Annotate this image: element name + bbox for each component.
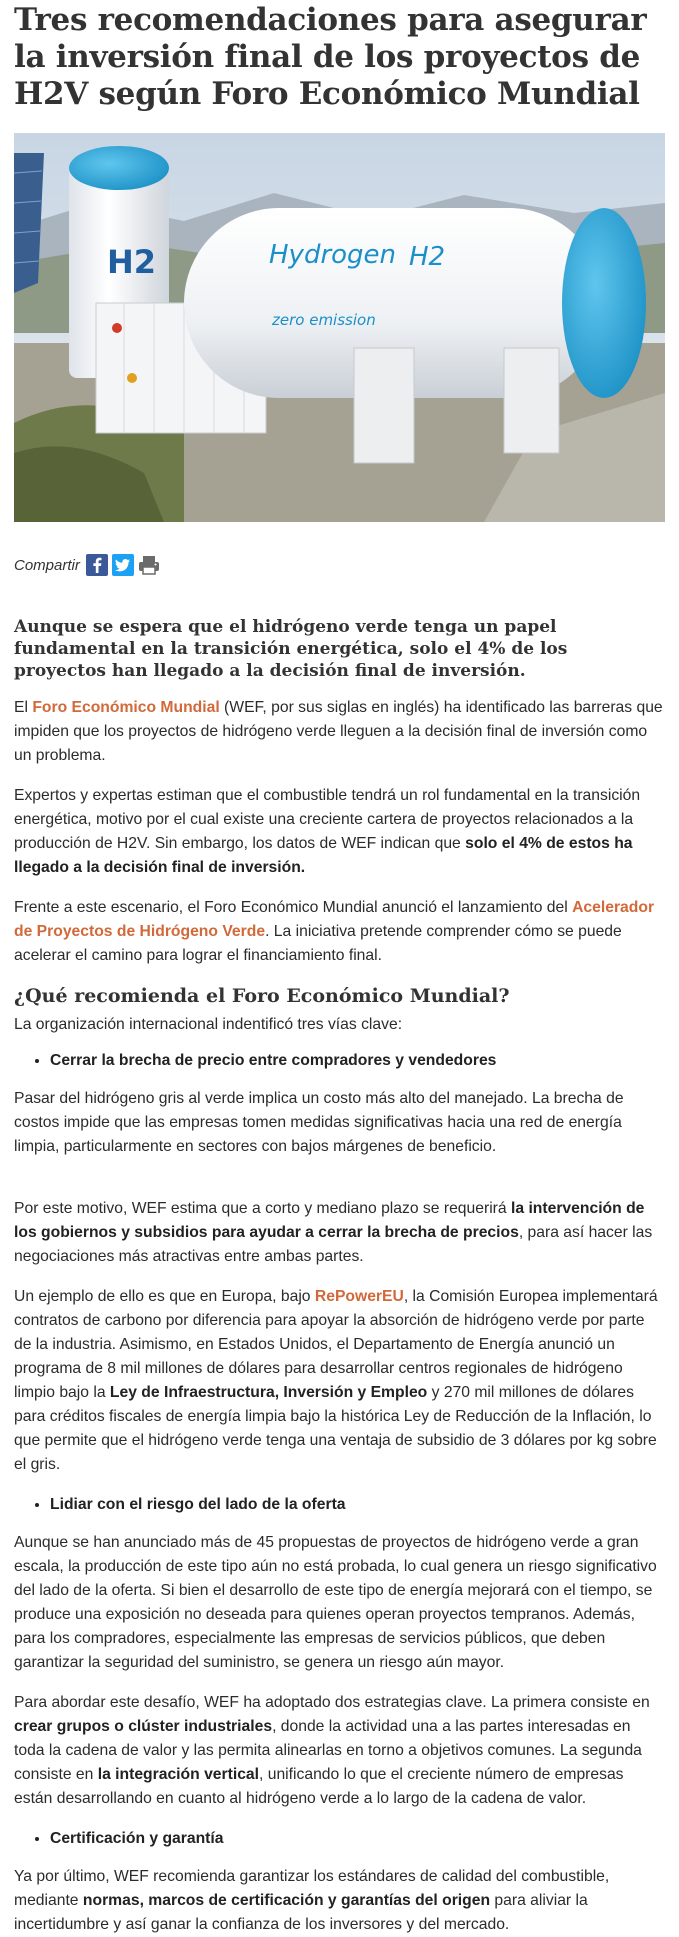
hero-image bbox=[14, 133, 665, 522]
bullet-list-2 bbox=[14, 1493, 665, 1517]
article-title: Tres recomendaciones para asegurar la inversión final de los proyectos de H2V según Foro Económico Mundial bbox=[14, 2, 647, 112]
bullet-list-3 bbox=[14, 1827, 665, 1851]
print-icon[interactable] bbox=[138, 554, 160, 576]
bullet-list-1 bbox=[14, 1049, 665, 1073]
article-lead: Aunque se espera que el hidrógeno verde tenga un papel fundamental en la transición energética, solo el 4% de los proyectos han llegado a la decisión final de inversión. bbox=[14, 617, 568, 681]
bullet-item: • Certificación y garantía bbox=[50, 1827, 665, 1851]
article bbox=[0, 2, 679, 1937]
paragraph-5: Por este motivo, WEF estima que a corto y mediano plazo se requerirá la intervención de los gobiernos y subsidios para ayudar a cerrar la brecha de precios, para así hacer las negociaciones más atractivas entre ambas partes. bbox=[14, 1200, 653, 1265]
section-heading: ¿Qué recomienda el Foro Económico Mundial? bbox=[14, 985, 510, 1007]
twitter-icon[interactable] bbox=[112, 554, 134, 576]
link-acelerador[interactable]: Acelerador de Proyectos de Hidrógeno Verde bbox=[14, 899, 655, 940]
paragraph-4: Pasar del hidrógeno gris al verde implica un costo más alto del manejado. La brecha de costos impide que las empresas tomen medidas significativas hacia una red de energía limpia, particularmente en sectores con bajos márgenes de beneficio. bbox=[14, 1090, 624, 1155]
share-bar bbox=[14, 552, 665, 578]
paragraph-3: Frente a este escenario, el Foro Económico Mundial anunció el lanzamiento del Acelerador de Proyectos de Hidrógeno Verde. La iniciativa pretende comprender cómo se puede acelerar el camino para lograr el financiamiento final. bbox=[14, 899, 655, 964]
tank-left-label: H2 bbox=[107, 243, 157, 281]
bullet-item: • Lidiar con el riesgo del lado de la oferta bbox=[50, 1493, 665, 1517]
share-label: Compartir bbox=[14, 556, 80, 574]
tank-right-emission: zero emission bbox=[272, 311, 376, 329]
paragraph-7: Aunque se han anunciado más de 45 propuestas de proyectos de hidrógeno verde a gran escala, la producción de este tipo aún no está probada, lo cual genera un riesgo significativo del lado de la oferta. Si bien el desarrollo de este tipo de energía mejorará con el tiempo, se produce una exposición no deseada para quienes operan proyectos tempranos. Además, para los compradores, especialmente las empresas de servicios públicos, que deben garantizar la seguridad del suministro, se genera un riesgo aún mayor. bbox=[14, 1534, 657, 1671]
paragraph-8: Para abordar este desafío, WEF ha adoptado dos estrategias clave. La primera consiste en crear grupos o clúster industriales, donde la actividad una a las partes interesadas en toda la cadena de valor y las permita alinearlas en torno a objetivos comunes. La segunda consiste en la integración vertical, unificando lo que el creciente número de empresas están desarrollando en cuanto al hidrógeno verde a lo largo de la cadena de valor. bbox=[14, 1694, 650, 1807]
paragraph-9: Ya por último, WEF recomienda garantizar los estándares de calidad del combustible, mediante normas, marcos de certificación y garantías del origen para aliviar la incertidumbre y así ganar la confianza de los inversores y del mercado. bbox=[14, 1868, 610, 1933]
bullet-item: • Cerrar la brecha de precio entre compradores y vendedores bbox=[50, 1049, 665, 1073]
link-repowereu[interactable]: RePowerEU bbox=[314, 1288, 404, 1305]
tank-right-label: Hydrogen bbox=[269, 240, 397, 270]
link-foro-economico-mundial[interactable]: Foro Económico Mundial bbox=[32, 699, 220, 716]
paragraph-2: Expertos y expertas estiman que el combustible tendrá un rol fundamental en la transición energética, motivo por el cual existe una creciente cartera de proyectos relacionados a la producción de H2V. Sin embargo, los datos de WEF indican que solo el 4% de estos ha llegado a la decisión final de inversión. bbox=[14, 787, 641, 876]
section-intro: La organización internacional indentificó tres vías clave: bbox=[14, 1016, 403, 1033]
tank-right-sub: H2 bbox=[409, 242, 446, 272]
paragraph-6: Un ejemplo de ello es que en Europa, bajo RePowerEU, la Comisión Europea implementará contratos de carbono por diferencia para apoyar la absorción de hidrógeno verde por parte de la industria. Asimismo, en Estados Unidos, el Departamento de Energía anunció un programa de 8 mil millones de dólares para desarrollar centros regionales de hidrógeno limpio bajo la Ley de Infraestructura, Inversión y Empleo y 270 mil millones de dólares para créditos fiscales de energía limpia bajo la histórica Ley de Reducción de la Inflación, lo que permite que el hidrógeno verde tenga una ventaja de subsidio de 3 dólares por kg sobre el gris. bbox=[14, 1288, 658, 1473]
facebook-icon[interactable] bbox=[86, 554, 108, 576]
paragraph-1: El Foro Económico Mundial (WEF, por sus siglas en inglés) ha identificado las barreras que impiden que los proyectos de hidrógeno verde lleguen a la decisión final de inversión como un problema. bbox=[14, 699, 663, 764]
